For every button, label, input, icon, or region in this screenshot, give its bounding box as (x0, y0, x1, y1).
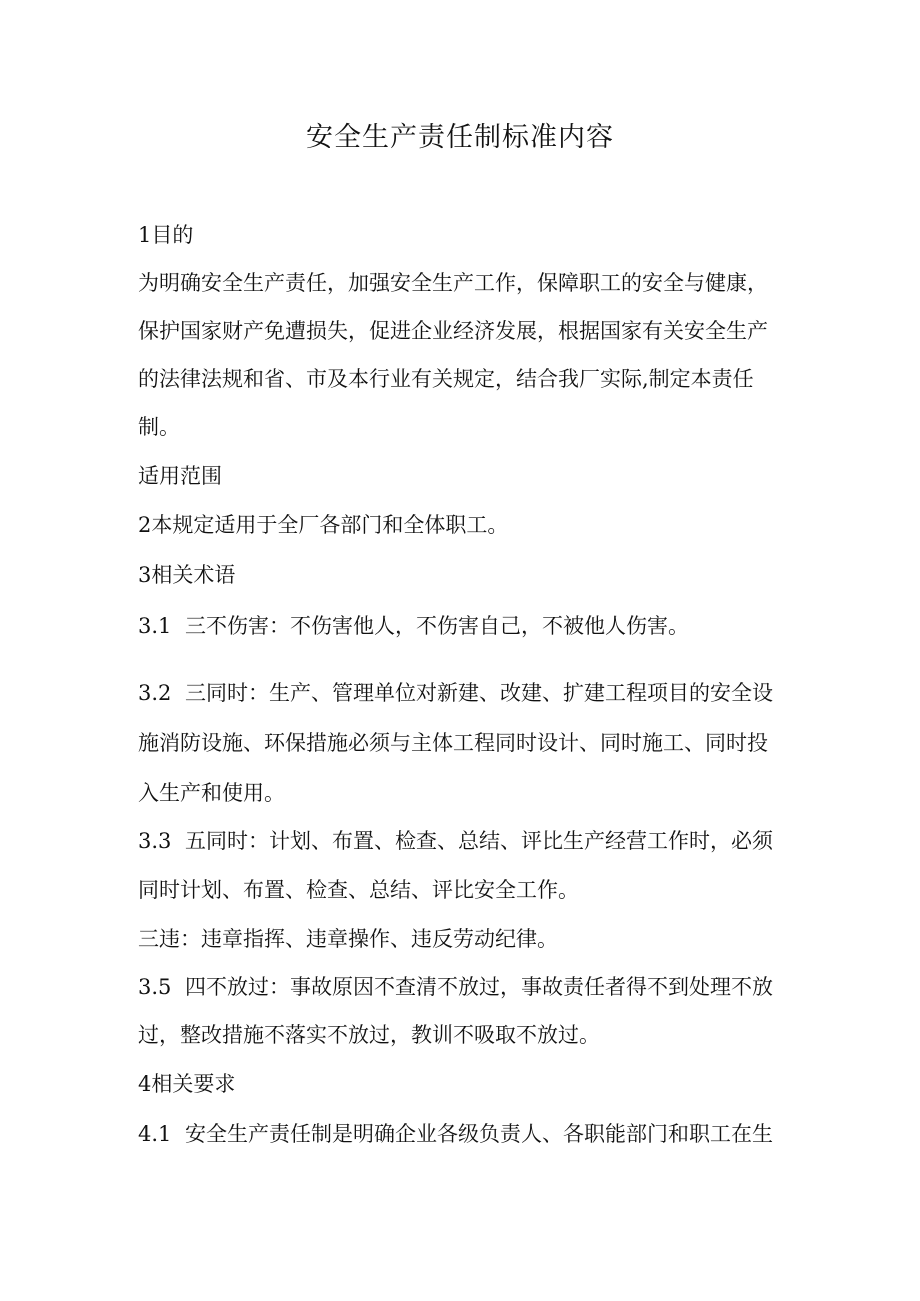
item-3-2 (138, 678, 773, 708)
item-3-2-line: 施消防设施、环保措施必须与主体工程同时设计、同时施工、同时投 (138, 731, 768, 755)
scope-text: 2本规定适用于全厂各部门和全体职工。 (138, 513, 509, 537)
section-1-line: 保护国家财产免遭损失，促进企业经济发展，根据国家有关安全生产 (138, 319, 768, 343)
item-4-1-text: 安全生产责任制是明确企业各级负责人、各职能部门和职工在生 (185, 1122, 773, 1146)
item-3-2-text: 三同时：生产、管理单位对新建、改建、扩建工程项目的安全设 (185, 681, 773, 705)
document-title: 安全生产责任制标准内容 (306, 122, 614, 153)
item-3-3-number: 3.3 (138, 829, 172, 853)
item-3-1 (138, 611, 689, 641)
item-3-4-text: 三违：违章指挥、违章操作、违反劳动纪律。 (138, 927, 558, 951)
section-1-line: 制。 (138, 415, 180, 439)
section-1-line: 的法律法规和省、市及本行业有关规定，结合我厂实际,制定本责任 (138, 367, 754, 391)
section-3-heading: 3相关术语 (138, 563, 236, 587)
item-3-1-number: 3.1 (138, 614, 172, 638)
item-3-5-text: 四不放过：事故原因不查清不放过，事故责任者得不到处理不放 (185, 975, 773, 999)
section-4-heading: 4相关要求 (138, 1072, 236, 1096)
item-3-2-number: 3.2 (138, 681, 172, 705)
scope-heading: 适用范围 (138, 464, 222, 488)
item-4-1-number: 4.1 (138, 1122, 172, 1146)
item-3-3-line: 同时计划、布置、检查、总结、评比安全工作。 (138, 878, 579, 902)
item-3-5-line: 过，整改措施不落实不放过，教训不吸取不放过。 (138, 1023, 600, 1047)
item-3-2-line: 入生产和使用。 (138, 781, 285, 805)
item-4-1 (138, 1119, 773, 1149)
section-1-heading: 1目的 (138, 223, 194, 247)
item-3-3 (138, 826, 773, 856)
item-3-3-text: 五同时：计划、布置、检查、总结、评比生产经营工作时，必须 (185, 829, 773, 853)
item-3-5-number: 3.5 (138, 975, 172, 999)
section-1-line: 为明确安全生产责任，加强安全生产工作，保障职工的安全与健康， (138, 271, 768, 295)
item-3-5 (138, 972, 773, 1002)
item-3-1-text: 三不伤害：不伤害他人，不伤害自己，不被他人伤害。 (185, 614, 689, 638)
